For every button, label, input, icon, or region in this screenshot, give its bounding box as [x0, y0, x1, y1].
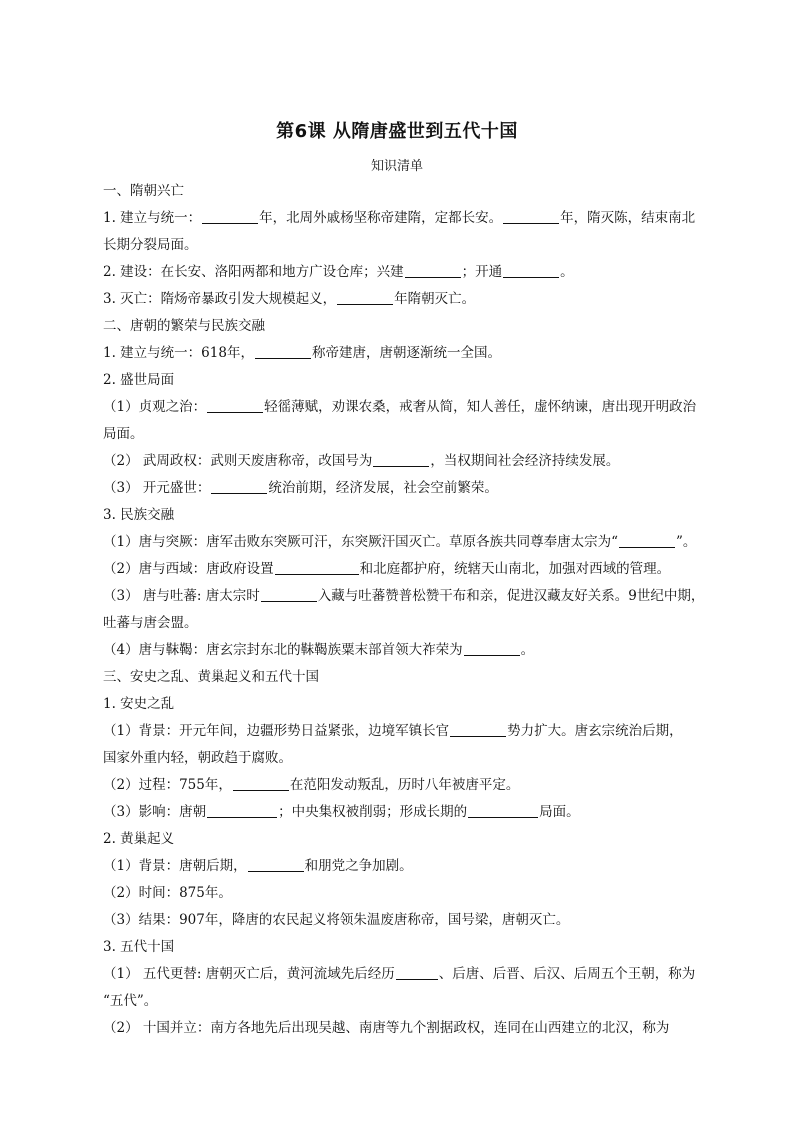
line-text: 一、隋朝兴亡 — [103, 183, 184, 199]
line-text: （3）影响：唐朝 — [103, 804, 207, 820]
line-text: 局面。 — [539, 804, 580, 820]
text-line — [103, 317, 723, 335]
text-line — [103, 560, 723, 578]
line-text: 1. 安史之乱 — [103, 696, 175, 712]
text-line — [103, 425, 723, 443]
text-line — [103, 371, 723, 389]
line-text: 年隋朝灭亡。 — [394, 291, 476, 307]
fill-in-blank[interactable] — [503, 264, 559, 278]
text-line — [103, 884, 723, 902]
line-text: 三、安史之乱、黄巢起义和五代十国 — [103, 669, 319, 685]
line-text: （1）背景：开元年间，边疆形势日益紧张，边境军镇长官 — [103, 723, 450, 739]
text-line — [103, 290, 723, 308]
line-text: （2）时间：875年。 — [103, 885, 232, 901]
line-text: 年，隋灭陈，结束南北 — [560, 210, 696, 226]
text-line — [103, 722, 723, 740]
line-text: 1. 建立与统一： — [103, 210, 202, 226]
fill-in-blank[interactable] — [405, 264, 461, 278]
text-line — [103, 506, 723, 524]
line-text: （3） 开元盛世： — [103, 480, 211, 496]
text-line — [103, 965, 723, 983]
text-line — [103, 1019, 723, 1037]
line-text: 统治前期，经济发展，社会空前繁荣。 — [268, 480, 498, 496]
text-line — [103, 452, 723, 470]
line-text: 2. 盛世局面 — [103, 372, 175, 388]
text-line — [103, 668, 723, 686]
text-line — [103, 830, 723, 848]
line-text: ，当权期间社会经济持续发展。 — [430, 453, 620, 469]
line-text: “五代”。 — [103, 993, 158, 1009]
line-text: 入藏与吐蕃赞普松赞干布和亲，促进汉藏友好关系。9世纪中期， — [317, 588, 705, 604]
text-line — [103, 695, 723, 713]
fill-in-blank[interactable] — [275, 561, 359, 575]
fill-in-blank[interactable] — [211, 480, 267, 494]
text-line — [103, 533, 723, 551]
line-text: 称帝建唐，唐朝逐渐统一全国。 — [311, 345, 501, 361]
text-line — [103, 911, 723, 929]
line-text: 3. 灭亡：隋炀帝暴政引发大规模起义， — [103, 291, 337, 307]
line-text: （1）唐与突厥：唐军击败东突厥可汗，东突厥汗国灭亡。草原各族共同尊奉唐太宗为“ — [103, 534, 618, 550]
fill-in-blank[interactable] — [464, 642, 520, 656]
line-text: 轻徭薄赋，劝课农桑，戒奢从简，知人善任，虚怀纳谏，唐出现开明政治 — [264, 399, 697, 415]
fill-in-blank[interactable] — [450, 723, 506, 737]
line-text: 二、唐朝的繁荣与民族交融 — [103, 318, 265, 334]
line-text: ；中央集权被削弱；形成长期的 — [278, 804, 468, 820]
line-text: 。 — [520, 642, 535, 658]
fill-in-blank[interactable] — [207, 804, 277, 818]
line-text: 和朋党之争加剧。 — [304, 858, 413, 874]
line-text: （1）背景：唐朝后期， — [103, 858, 247, 874]
fill-in-blank[interactable] — [468, 804, 538, 818]
fill-in-blank[interactable] — [202, 210, 258, 224]
line-text: （2） 十国并立：南方各地先后出现吴越、南唐等九个割据政权，连同在山西建立的北汉，称为 — [103, 1020, 670, 1036]
line-text: 年，北周外戚杨坚称帝建隋，定都长安。 — [259, 210, 503, 226]
line-text: （2）过程：755年， — [103, 777, 232, 793]
line-text: 在范阳发动叛乱，历时八年被唐平定。 — [289, 777, 520, 793]
fill-in-blank[interactable] — [248, 858, 304, 872]
line-text: 2. 黄巢起义 — [103, 831, 175, 847]
text-line — [103, 479, 723, 497]
fill-in-blank[interactable] — [261, 588, 317, 602]
page-title: 第6课 从隋唐盛世到五代十国 — [276, 121, 518, 142]
line-text: （2） 武周政权：武则天废唐称帝，改国号为 — [103, 453, 373, 469]
line-text: ；开通 — [461, 264, 503, 280]
line-text: 吐蕃与唐会盟。 — [103, 615, 198, 631]
fill-in-blank[interactable] — [255, 345, 311, 359]
fill-in-blank[interactable] — [396, 966, 438, 980]
line-text: 和北庭都护府，统辖天山南北，加强对西域的管理。 — [359, 561, 671, 577]
line-text: 长期分裂局面。 — [103, 237, 198, 253]
text-line — [103, 587, 723, 605]
text-line — [103, 776, 723, 794]
text-line — [103, 803, 723, 821]
text-line — [103, 344, 723, 362]
text-line — [103, 857, 723, 875]
line-text: （3）结果：907年，降唐的农民起义将领朱温废唐称帝，国号梁，唐朝灭亡。 — [103, 912, 570, 928]
text-line — [103, 182, 723, 200]
line-text: 3. 五代十国 — [103, 939, 175, 955]
line-text: 3. 民族交融 — [103, 507, 175, 523]
line-text: 、后唐、后晋、后汉、后周五个王朝，称为 — [438, 966, 696, 982]
text-line — [103, 641, 723, 659]
line-text: （4）唐与靺鞨：唐玄宗封东北的靺鞨族粟末部首领大祚荣为 — [103, 642, 463, 658]
fill-in-blank[interactable] — [619, 534, 675, 548]
text-line — [103, 209, 723, 227]
text-line — [103, 263, 723, 281]
line-text: （2）唐与西域：唐政府设置 — [103, 561, 274, 577]
text-line — [103, 236, 723, 254]
line-text: 势力扩大。唐玄宗统治后期， — [507, 723, 683, 739]
line-text: 1. 建立与统一：618年， — [103, 345, 254, 361]
text-line — [103, 938, 723, 956]
fill-in-blank[interactable] — [233, 777, 289, 791]
line-text: 国家外重内轻，朝政趋于腐败。 — [103, 750, 292, 766]
text-line — [103, 398, 723, 416]
line-text: 。 — [560, 264, 574, 280]
fill-in-blank[interactable] — [373, 453, 429, 467]
fill-in-blank[interactable] — [207, 399, 263, 413]
line-text: （1） 五代更替: 唐朝灭亡后，黄河流域先后经历 — [103, 966, 395, 982]
text-line — [103, 992, 723, 1010]
text-line — [103, 749, 723, 767]
line-text: （3） 唐与吐蕃: 唐太宗时 — [103, 588, 260, 604]
line-text: （1）贞观之治： — [103, 399, 207, 415]
page-subtitle: 知识清单 — [370, 159, 423, 174]
line-text: ”。 — [676, 534, 697, 550]
line-text: 局面。 — [103, 426, 144, 442]
fill-in-blank[interactable] — [337, 291, 393, 305]
line-text: 2. 建设：在长安、洛阳两都和地方广设仓库；兴建 — [103, 264, 404, 280]
fill-in-blank[interactable] — [503, 210, 559, 224]
text-line — [103, 614, 723, 632]
